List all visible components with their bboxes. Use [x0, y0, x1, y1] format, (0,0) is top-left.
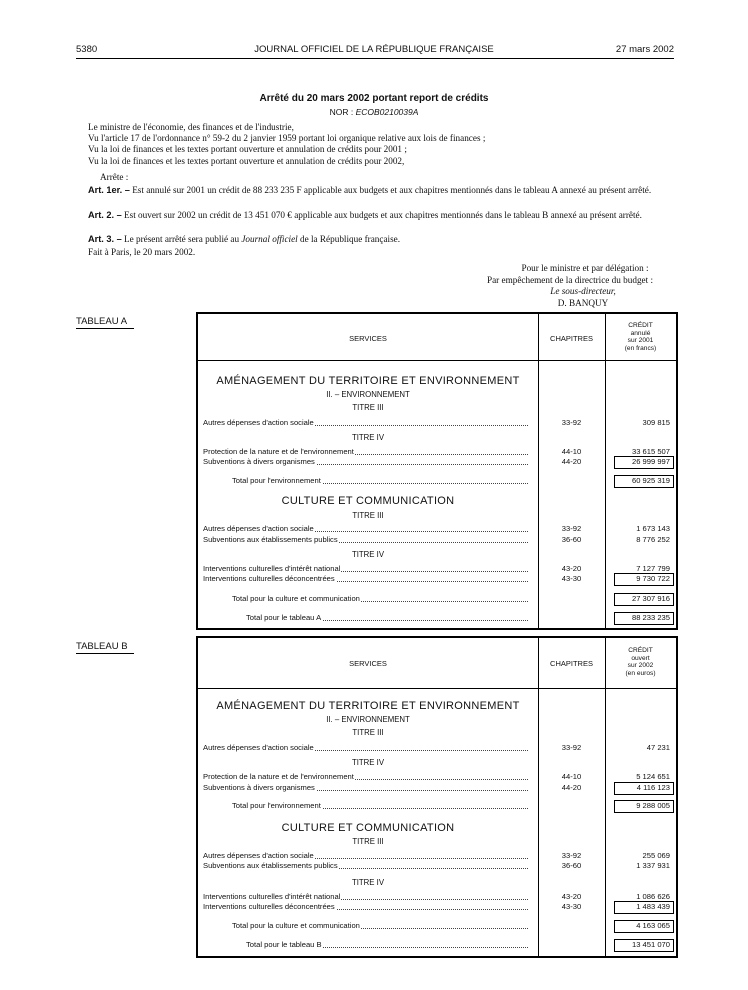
row-chapitre: 33-92	[561, 524, 582, 533]
tableau-b	[196, 636, 678, 958]
grand-total-label: Total pour le tableau B	[246, 940, 322, 949]
titre-heading: TITRE IV	[351, 878, 385, 887]
total-value: 9 288 005	[636, 801, 670, 810]
total-value: 4 163 065	[636, 921, 670, 930]
section-heading: AMÉNAGEMENT DU TERRITOIRE ET ENVIRONNEMENT	[216, 375, 520, 387]
titre-heading: TITRE III	[352, 728, 384, 737]
preamble-line: Vu la loi de finances et les textes portant ouverture et annulation de crédits pour 2001 ;	[88, 144, 407, 155]
table-row	[198, 418, 676, 428]
signature-name: D. BANQUY	[557, 297, 609, 308]
table-row	[198, 861, 676, 871]
subtotal-rule	[614, 456, 674, 469]
table-row	[198, 902, 676, 912]
row-value: 7 127 799	[636, 564, 670, 573]
table-row	[198, 535, 676, 545]
titre-heading: TITRE IV	[351, 550, 385, 559]
header-rule	[76, 58, 674, 59]
subsection-heading: II. – ENVIRONNEMENT	[326, 715, 410, 724]
article-3	[88, 234, 672, 245]
grand-total-row	[198, 940, 676, 950]
row-label: Autres dépenses d'action sociale	[203, 524, 314, 533]
row-value: 1 086 626	[636, 892, 670, 901]
row-value: 1 673 143	[636, 524, 670, 533]
table-header	[198, 638, 676, 689]
article-3-text-end: de la République française.	[300, 234, 401, 244]
total-box	[614, 800, 674, 813]
row-chapitre: 44-10	[561, 772, 582, 781]
total-label: Total pour la culture et communication	[232, 594, 360, 603]
col-credit-line: annulé	[630, 329, 651, 337]
col-credit	[605, 322, 676, 352]
section-heading: CULTURE ET COMMUNICATION	[281, 495, 455, 507]
grand-total-value: 13 451 070	[631, 940, 670, 949]
subtotal-rule	[614, 573, 674, 586]
preamble-line: Vu l'article 17 de l'ordonnance n° 59-2 du 2 janvier 1959 portant loi organique relative aux lois de finances ;	[88, 133, 486, 144]
row-value: 8 776 252	[636, 535, 670, 544]
row-value: 309 815	[642, 418, 670, 427]
titre-heading: TITRE III	[352, 403, 384, 412]
tableau-a	[196, 312, 678, 630]
row-label: Interventions culturelles déconcentrées	[203, 574, 335, 583]
grand-total-label: Total pour le tableau A	[246, 613, 322, 622]
total-value: 27 307 916	[631, 594, 670, 603]
row-value: 255 069	[642, 851, 670, 860]
row-chapitre: 44-20	[561, 783, 582, 792]
total-label: Total pour l'environnement	[232, 476, 321, 485]
section-heading: AMÉNAGEMENT DU TERRITOIRE ET ENVIRONNEMENT	[216, 700, 520, 712]
col-credit-line: (en francs)	[624, 344, 657, 352]
row-value: 1 337 931	[636, 861, 670, 870]
article-2-label: Art. 2. –	[88, 210, 122, 220]
titre-heading: TITRE III	[352, 511, 384, 520]
subtotal-rule	[614, 901, 674, 914]
journal-officiel-text: Journal officiel	[241, 234, 298, 244]
row-value: 9 730 722	[636, 574, 670, 583]
total-box	[614, 920, 674, 933]
article-1-label: Art. 1er. –	[88, 185, 130, 195]
preamble-line: Le ministre de l'économie, des finances et de l'industrie,	[88, 122, 294, 132]
col-services: SERVICES	[349, 334, 387, 343]
total-box	[614, 593, 674, 606]
col-credit-line: (en euros)	[625, 669, 656, 677]
row-chapitre: 36-60	[561, 861, 582, 870]
titre-heading: TITRE III	[352, 837, 384, 846]
signature-title: Le sous-directeur,	[550, 286, 616, 296]
tableau-a-label: TABLEAU A	[76, 316, 134, 329]
arrete-line: Arrête :	[100, 172, 129, 182]
row-value: 26 999 997	[631, 457, 670, 466]
total-row	[198, 801, 676, 811]
row-label: Protection de la nature et de l'environnement	[203, 772, 354, 781]
row-label: Autres dépenses d'action sociale	[203, 743, 314, 752]
total-row	[198, 594, 676, 604]
table-row	[198, 457, 676, 467]
row-chapitre: 43-20	[561, 892, 582, 901]
row-chapitre: 44-20	[561, 457, 582, 466]
done-at-paris: Fait à Paris, le 20 mars 2002.	[88, 247, 196, 257]
page-number: 5380	[76, 44, 98, 55]
row-chapitre: 43-30	[561, 574, 582, 583]
table-row	[198, 892, 676, 902]
row-chapitre: 33-92	[561, 743, 582, 752]
row-chapitre: 33-92	[561, 851, 582, 860]
decree-title: Arrêté du 20 mars 2002 portant report de crédits	[259, 93, 489, 104]
total-label: Total pour la culture et communication	[232, 921, 360, 930]
row-label: Interventions culturelles déconcentrées	[203, 902, 335, 911]
row-value: 1 483 439	[636, 902, 670, 911]
row-label: Subventions à divers organismes	[203, 783, 315, 792]
grand-total-row	[198, 613, 676, 623]
table-row	[198, 564, 676, 574]
col-services: SERVICES	[349, 659, 387, 668]
row-label: Subventions aux établissements publics	[203, 861, 338, 870]
row-label: Subventions à divers organismes	[203, 457, 315, 466]
total-label: Total pour l'environnement	[232, 801, 321, 810]
row-label: Interventions culturelles d'intérêt national	[203, 892, 341, 901]
table-row	[198, 524, 676, 534]
row-chapitre: 43-30	[561, 902, 582, 911]
col-credit-line: CRÉDIT	[628, 322, 653, 329]
nor-label: NOR :	[329, 107, 354, 117]
row-chapitre: 33-92	[561, 418, 582, 427]
col-credit	[605, 647, 676, 677]
section-heading: CULTURE ET COMMUNICATION	[281, 822, 455, 834]
col-chapitres: CHAPITRES	[550, 334, 593, 343]
grand-total-value: 88 233 235	[631, 613, 670, 622]
signature-line: Par empêchement de la directrice du budget :	[486, 274, 654, 285]
table-row	[198, 574, 676, 584]
nor-reference	[0, 107, 748, 117]
titre-heading: TITRE IV	[351, 433, 385, 442]
article-3-label: Art. 3. –	[88, 234, 122, 244]
subsection-heading: II. – ENVIRONNEMENT	[326, 390, 410, 399]
table-row	[198, 743, 676, 753]
signature-block	[470, 263, 670, 309]
row-chapitre: 43-20	[561, 564, 582, 573]
article-1-text: Est annulé sur 2001 un crédit de 88 233 235 F applicable aux budgets et aux chapitres mentionnés dans le tableau A annexé au présent arrêté.	[132, 185, 652, 195]
table-row	[198, 851, 676, 861]
article-1	[88, 185, 672, 196]
row-value: 4 116 123	[636, 783, 670, 792]
nor-code: ECOB0210039A	[355, 107, 419, 117]
table-row	[198, 447, 676, 457]
total-row	[198, 476, 676, 486]
col-chapitres: CHAPITRES	[550, 659, 593, 668]
row-label: Autres dépenses d'action sociale	[203, 418, 314, 427]
col-credit-line: sur 2002	[627, 662, 654, 670]
subtotal-rule	[614, 782, 674, 795]
total-row	[198, 921, 676, 931]
decree-preamble	[88, 122, 672, 167]
article-2	[88, 210, 672, 221]
grand-total-box	[614, 612, 674, 625]
row-value: 47 231	[646, 743, 670, 752]
col-credit-line: CRÉDIT	[628, 647, 653, 654]
journal-title: JOURNAL OFFICIEL DE LA RÉPUBLIQUE FRANÇAISE	[254, 44, 494, 55]
tableau-b-label: TABLEAU B	[76, 641, 134, 654]
signature-line: Pour le ministre et par délégation :	[521, 263, 649, 273]
row-label: Subventions aux établissements publics	[203, 535, 338, 544]
preamble-line: Vu la loi de finances et les textes portant ouverture et annulation de crédits pour 2002,	[88, 155, 405, 166]
titre-heading: TITRE IV	[351, 758, 385, 767]
grand-total-box	[614, 939, 674, 952]
table-row	[198, 783, 676, 793]
row-value: 33 615 507	[631, 447, 670, 456]
row-chapitre: 44-10	[561, 447, 582, 456]
row-label: Protection de la nature et de l'environnement	[203, 447, 354, 456]
row-chapitre: 36-60	[561, 535, 582, 544]
table-row	[198, 772, 676, 782]
total-box	[614, 475, 674, 488]
row-label: Autres dépenses d'action sociale	[203, 851, 314, 860]
row-label: Interventions culturelles d'intérêt national	[203, 564, 341, 573]
article-3-text: Le présent arrêté sera publié au	[124, 234, 240, 244]
article-2-text: Est ouvert sur 2002 un crédit de 13 451 070 € applicable aux budgets et aux chapitres mentionnés dans le tableau B annexé au présent arrêté.	[124, 210, 642, 220]
total-value: 60 925 319	[631, 476, 670, 485]
issue-date: 27 mars 2002	[615, 44, 674, 55]
col-credit-line: sur 2001	[627, 337, 654, 345]
col-credit-line: ouvert	[631, 654, 650, 662]
table-header	[198, 314, 676, 361]
row-value: 5 124 651	[636, 772, 670, 781]
